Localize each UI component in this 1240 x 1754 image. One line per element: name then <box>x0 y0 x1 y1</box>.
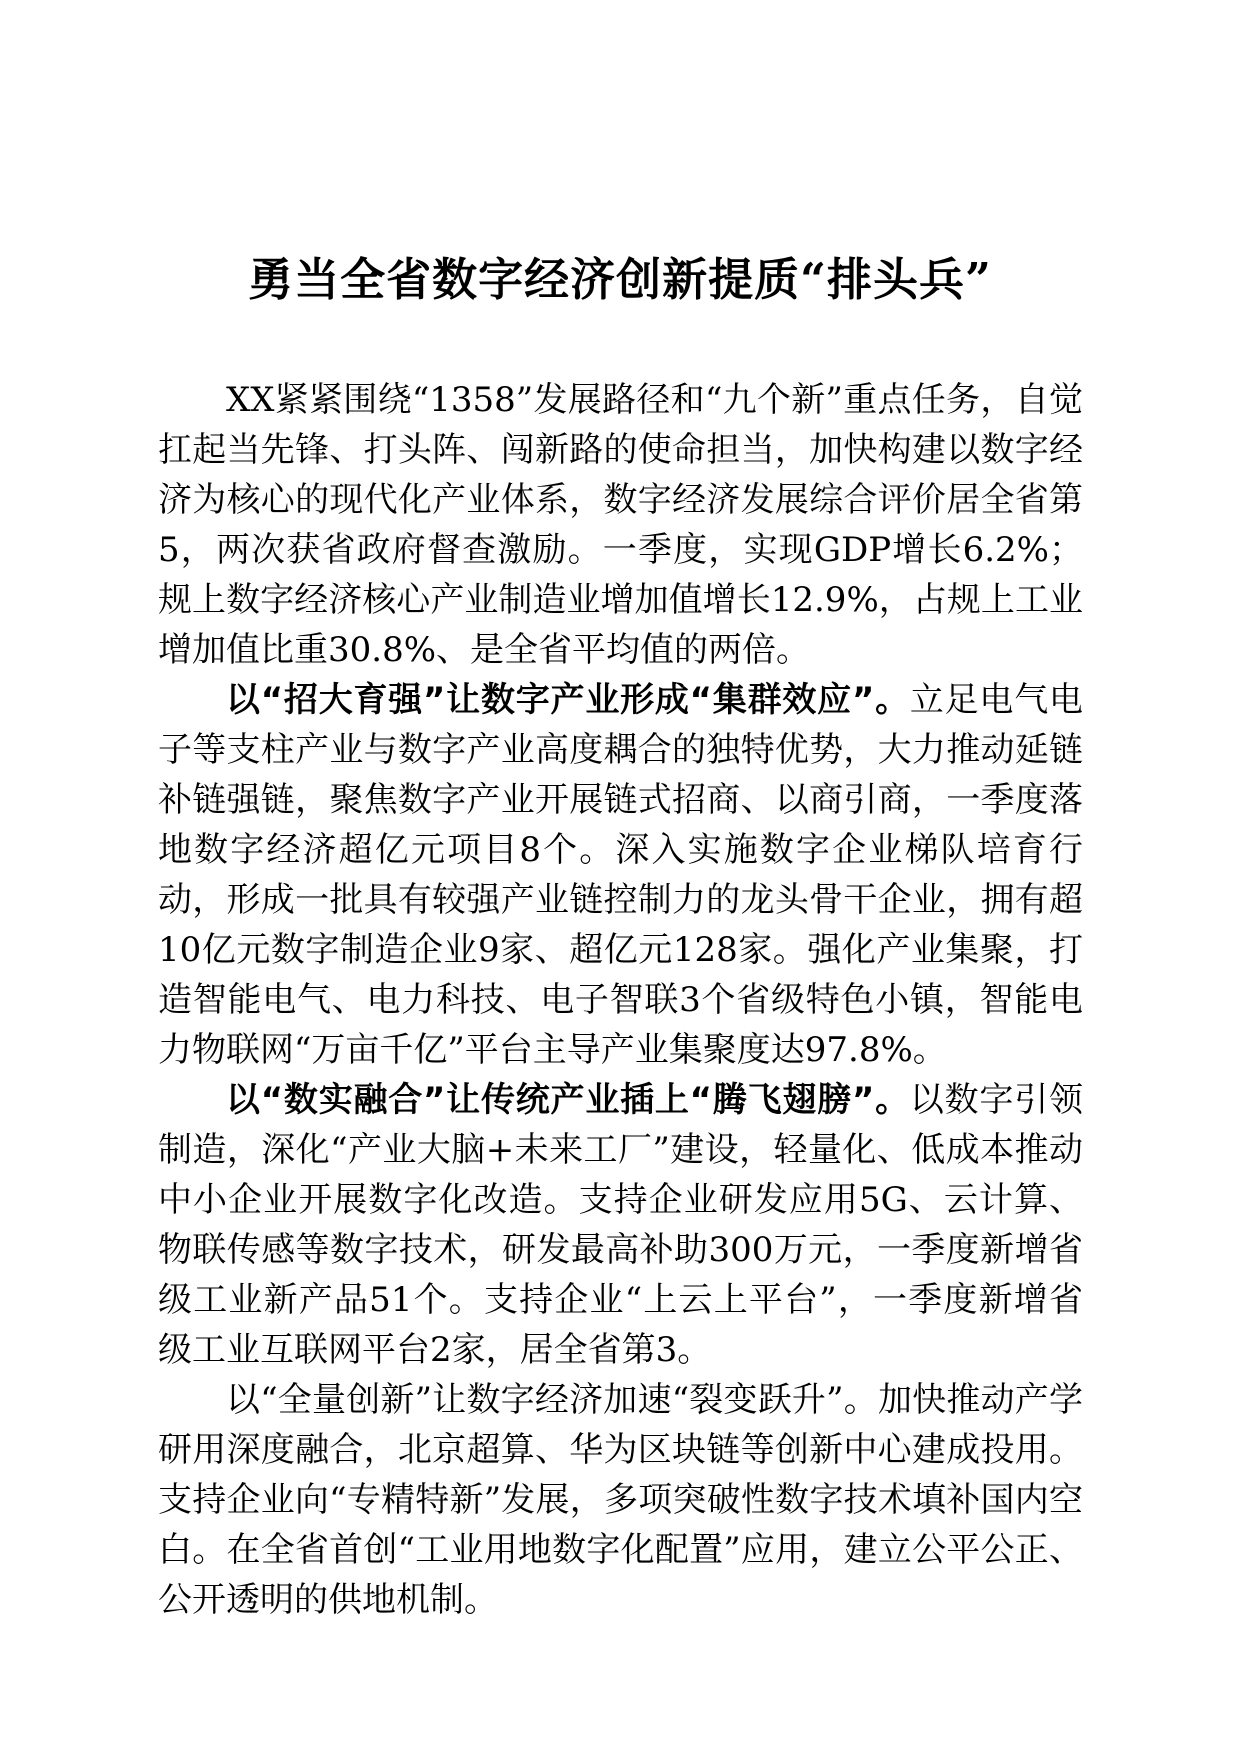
paragraph-text: 以“全量创新”让数字经济加速“裂变跃升”。加快推动产学研用深度融合，北京超算、华为区块链等创新中心建成投用。支持企业向“专精特新”发展，多项突破性数字技术填补国内空白。在全省首创“工业用地数字化配置”应用，建立公平公正、公开透明的供地机制。 <box>158 1380 1083 1620</box>
paragraph-text: XX紧紧围绕“1358”发展路径和“九个新”重点任务，自觉扛起当先锋、打头阵、闯新路的使命担当，加快构建以数字经济为核心的现代化产业体系，数字经济发展综合评价居全省第5，两次获省政府督查激励。一季度，实现GDP增长6.2%；规上数字经济核心产业制造业增加值增长12.9%，占规上工业增加值比重30.8%、是全省平均值的两倍。 <box>158 380 1083 670</box>
paragraph-industry-clusters <box>158 675 1083 1075</box>
paragraph-lead: 以“招大育强”让数字产业形成“集群效应”。 <box>226 680 910 720</box>
document-title: 勇当全省数字经济创新提质“排头兵” <box>248 253 992 306</box>
document-body <box>158 375 1083 1625</box>
paragraph-text: 立足电气电子等支柱产业与数字产业高度耦合的独特优势，大力推动延链补链强链，聚焦数字产业开展链式招商、以商引商，一季度落地数字经济超亿元项目8个。深入实施数字企业梯队培育行动，形成一批具有较强产业链控制力的龙头骨干企业，拥有超10亿元数字制造企业9家、超亿元128家。强化产业集聚，打造智能电气、电力科技、电子智联3个省级特色小镇，智能电力物联网“万亩千亿”平台主导产业集聚度达97.8%。 <box>158 680 1083 1070</box>
paragraph-intro <box>158 375 1083 675</box>
paragraph-digital-integration <box>158 1075 1083 1375</box>
paragraph-text: 以数字引领制造，深化“产业大脑+未来工厂”建设，轻量化、低成本推动中小企业开展数字化改造。支持企业研发应用5G、云计算、物联传感等数字技术，研发最高补助300万元，一季度新增省级工业新产品51个。支持企业“上云上平台”，一季度新增省级工业互联网平台2家，居全省第3。 <box>158 1080 1083 1370</box>
paragraph-lead: 以“数实融合”让传统产业插上“腾飞翅膀”。 <box>226 1080 910 1120</box>
paragraph-innovation <box>158 1375 1083 1625</box>
